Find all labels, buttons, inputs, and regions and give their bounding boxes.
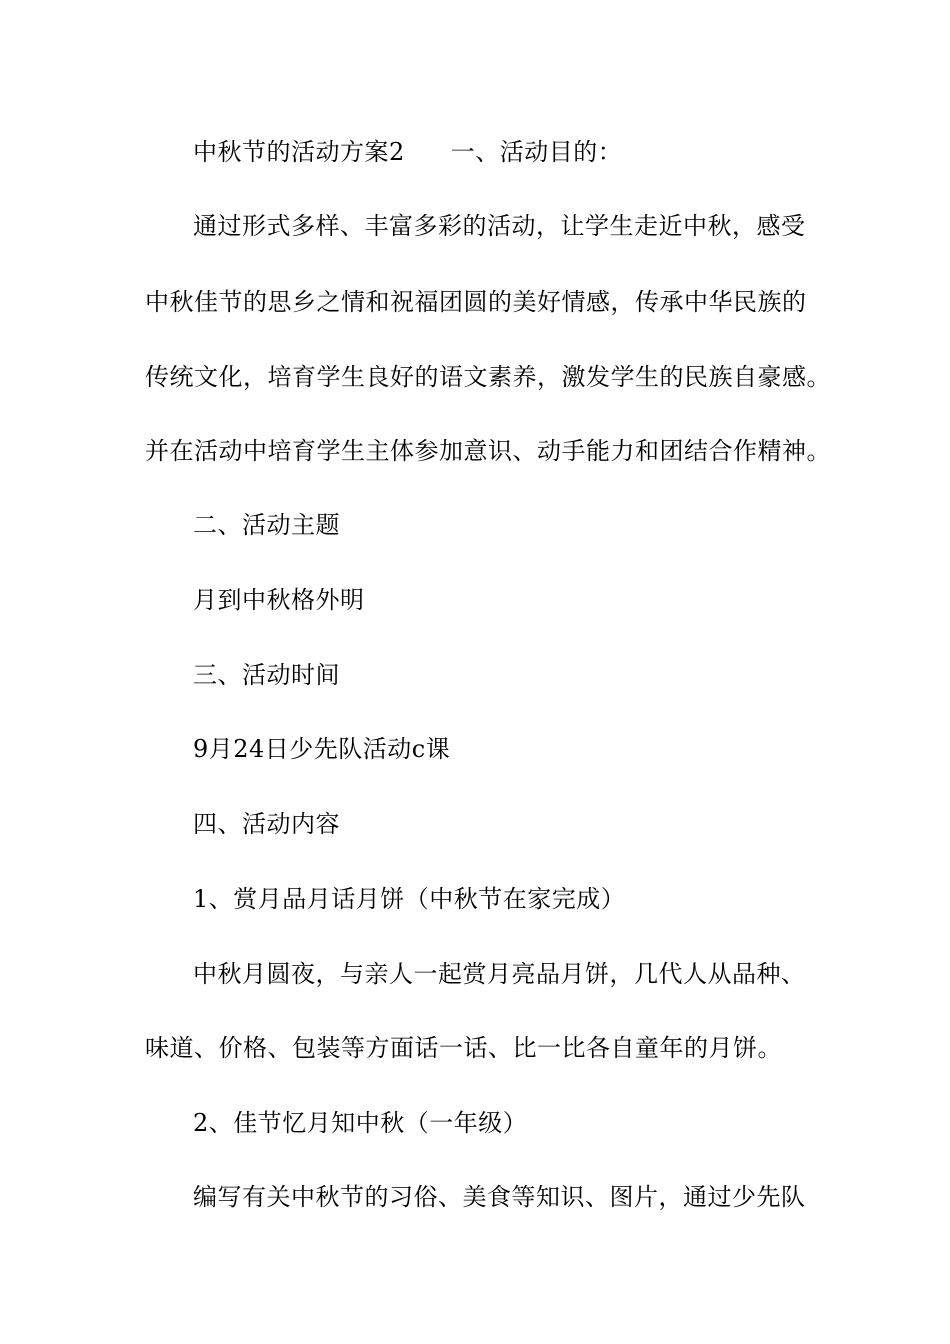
time-text: 9月24日少先队活动c课 [193,735,451,763]
paragraph-line: 中秋佳节的思乡之情和祝福团圆的美好情感，传承中华民族的 [145,288,807,316]
paragraph-line: 通过形式多样、丰富多彩的活动，让学生走近中秋，感受 [193,212,806,240]
section-heading-theme: 二、活动主题 [193,511,340,539]
section-heading-content: 四、活动内容 [193,810,340,838]
paragraph-line: 传统文化，培育学生良好的语文素养，激发学生的民族自豪感。 [145,363,831,391]
paragraph-line: 中秋月圆夜，与亲人一起赏月亮品月饼，几代人从品种、 [193,960,806,988]
paragraph-line: 编写有关中秋节的习俗、美食等知识、图片，通过少先队 [193,1183,806,1211]
paragraph-line: 味道、价格、包装等方面话一话、比一比各自童年的月饼。 [145,1034,782,1062]
paragraph-line: 并在活动中培育学生主体参加意识、动手能力和团结合作精神。 [145,437,831,465]
section-heading-time: 三、活动时间 [193,661,340,689]
title-line [193,137,622,167]
item-title: 1、赏月品月话月饼（中秋节在家完成） [193,885,626,913]
theme-text: 月到中秋格外明 [193,586,365,614]
item-title: 2、佳节忆月知中秋（一年级） [193,1109,528,1137]
section-heading-purpose: 一、活动目的： [450,138,623,166]
document-title: 中秋节的活动方案2 [193,138,405,166]
